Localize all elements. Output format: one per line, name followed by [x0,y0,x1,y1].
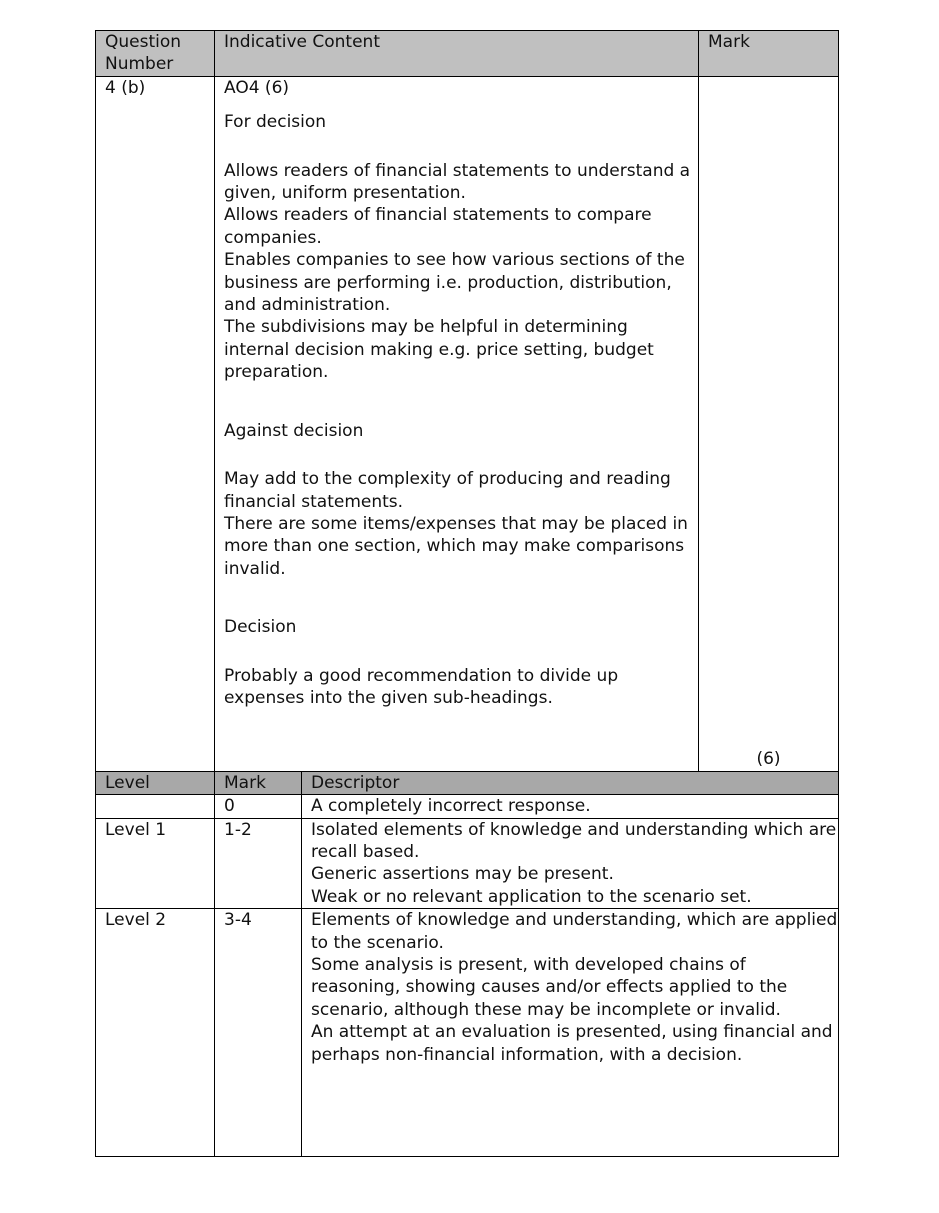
for-heading: For decision [224,112,327,133]
descriptor-line: A completely incorrect response. [311,796,591,817]
question-number: 4 (b) [96,76,215,771]
level-label: Level 2 [96,909,215,1157]
descriptor-line: Weak or no relevant application to the scenario set. [311,886,752,907]
level-row [96,909,839,1157]
against-point: There are some items/expenses that may be placed in more than one section, which may make comparisons invalid. [224,513,688,579]
levels-table [95,772,839,1157]
for-point: Allows readers of financial statements to understand a given, uniform presentation. [224,160,691,204]
level-row [96,795,839,818]
header-mark: Mark [215,772,302,795]
levels-header-row [96,772,839,795]
table-header-row [96,31,839,77]
against-heading: Against decision [224,420,364,441]
level-mark: 1-2 [215,818,302,909]
level-label [96,795,215,818]
question-row [96,76,839,771]
descriptor-line: An attempt at an evaluation is presented, using financial and perhaps non-financial information, with a decision. [311,1022,833,1065]
indicative-content-cell [215,76,699,771]
descriptor-line: Isolated elements of knowledge and understanding which are recall based. [311,819,837,863]
level-label: Level 1 [96,818,215,909]
for-point: Enables companies to see how various sections of the business are performing i.e. production, distribution, and administration. [224,250,685,316]
decision-point: Probably a good recommendation to divide up expenses into the given sub-headings. [224,665,619,708]
for-point: Allows readers of financial statements to compare companies. [224,205,652,248]
decision-heading: Decision [224,617,297,638]
mark-scheme-page [95,30,838,1157]
for-point: The subdivisions may be helpful in determining internal decision making e.g. price setting, budget preparation. [224,317,654,383]
header-mark: Mark [699,31,839,77]
level-descriptor [302,795,839,818]
header-indicative-content: Indicative Content [215,31,699,77]
mark-value: (6) [699,76,839,771]
level-mark: 3-4 [215,909,302,1157]
level-mark: 0 [215,795,302,818]
header-question-number: Question Number [96,31,215,77]
descriptor-line: Generic assertions may be present. [311,864,614,885]
level-row [96,818,839,909]
descriptor-line: Elements of knowledge and understanding, which are applied to the scenario. [311,910,838,953]
assessment-objective: AO4 (6) [224,77,290,98]
indicative-content-table [95,30,839,772]
header-descriptor: Descriptor [302,772,839,795]
level-descriptor [302,909,839,1157]
descriptor-line: Some analysis is present, with developed chains of reasoning, showing causes and/or effects applied to the scenario, although these may be incomplete or invalid. [311,955,788,1020]
level-descriptor [302,818,839,909]
against-point: May add to the complexity of producing and reading financial statements. [224,469,671,512]
header-level: Level [96,772,215,795]
